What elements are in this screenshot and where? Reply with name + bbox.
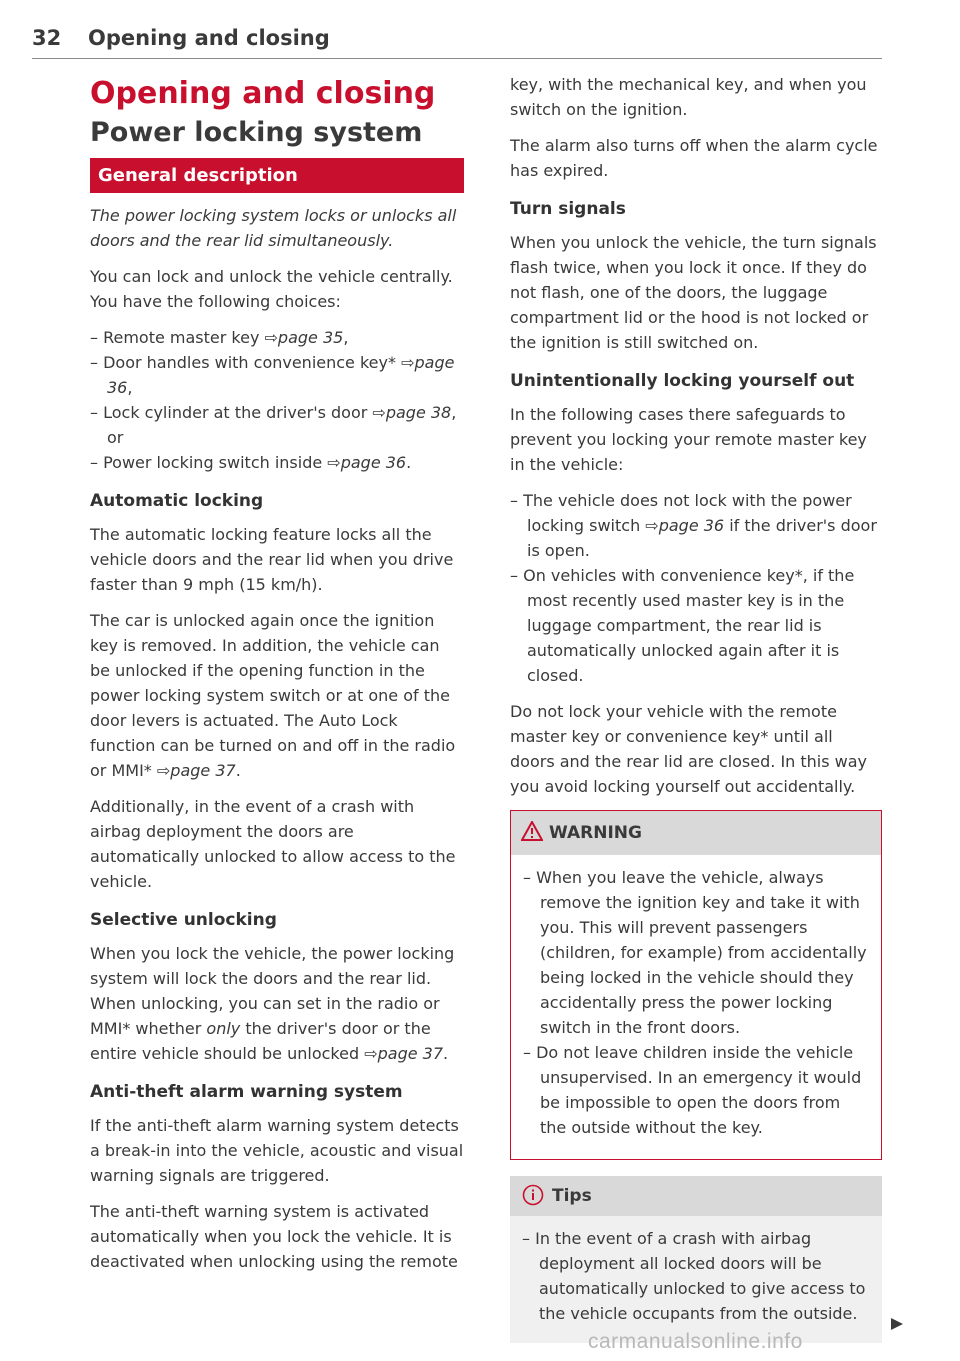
warning-box — [510, 810, 882, 1160]
list-item: – Power locking switch inside ⇨page 36. — [90, 450, 464, 475]
paragraph: When you unlock the vehicle, the turn signals flash twice, when you lock it once. If they do not flash, one of the doors, the luggage compartment lid or the hood is not locked or the ignition is still switched on. — [510, 233, 877, 352]
paragraph: In the following cases there safeguards to prevent you locking your remote master key in the vehicle: — [510, 405, 867, 474]
warning-list — [523, 865, 869, 1140]
tips-header — [510, 1176, 882, 1216]
subsection-bar: General description — [90, 158, 464, 193]
watermark: carmanualsonline.info — [588, 1330, 803, 1353]
list-item: – Do not leave children inside the vehicle unsupervised. In an emergency it would be impossible to open the doors from the outside without the key. — [523, 1040, 869, 1140]
paragraph: If the anti-theft alarm warning system detects a break-in into the vehicle, acoustic and visual warning signals are triggered. — [90, 1116, 464, 1185]
chapter-title: Opening and closing — [90, 76, 436, 111]
page-ref-link[interactable]: ⇨page 36 — [327, 453, 407, 472]
paragraph: The alarm also turns off when the alarm cycle has expired. — [510, 136, 878, 180]
info-icon — [522, 1184, 544, 1206]
paragraph: When you lock the vehicle, the power locking system will lock the doors and the rear lid. When unlocking, you can set in the radio or MMI* whether only the driver's door or the entire vehicle should be unlocked ⇨page 37. — [90, 944, 455, 1063]
page-ref-link[interactable]: ⇨page 35 — [264, 328, 344, 347]
page-number: 32 — [32, 26, 62, 50]
left-column — [90, 72, 464, 1285]
page-ref-link[interactable]: ⇨page 36 — [645, 516, 725, 535]
intro-paragraph: You can lock and unlock the vehicle centrally. You have the following choices: — [90, 267, 453, 311]
heading-unintentionally-locking: Unintentionally locking yourself out — [510, 371, 855, 391]
paragraph: key, with the mechanical key, and when you switch on the ignition. — [510, 75, 867, 119]
list-item: – In the event of a crash with airbag deployment all locked doors will be automatically unlocked to give access to the vehicle occupants from the outside. — [522, 1226, 870, 1326]
tips-box — [510, 1176, 882, 1343]
paragraph: The anti-theft warning system is activated automatically when you lock the vehicle. It is deactivated when unlocking using the remote — [90, 1202, 458, 1271]
paragraph: Do not lock your vehicle with the remote master key or convenience key* until all doors and the rear lid are closed. In this way you avoid locking yourself out accidentally. — [510, 702, 868, 796]
right-column — [510, 72, 882, 1343]
page-ref-link[interactable]: ⇨page 36 — [107, 353, 455, 397]
page-ref-link[interactable]: ⇨page 38 — [372, 403, 452, 422]
paragraph: The automatic locking feature locks all the vehicle doors and the rear lid when you drive faster than 9 mph (15 km/h). — [90, 525, 454, 594]
paragraph: The car is unlocked again once the ignition key is removed. In addition, the vehicle can be unlocked if the opening function in the power locking system switch or at one of the door levers is actuated. The Auto Lock function can be turned on and off in the radio or MMI* ⇨page 37. — [90, 611, 456, 780]
lead-paragraph: The power locking system locks or unlocks all doors and the rear lid simultaneously. — [90, 206, 457, 250]
warning-title: WARNING — [549, 823, 642, 843]
running-title: Opening and closing — [88, 26, 330, 50]
list-item: – Remote master key ⇨page 35, — [90, 325, 464, 350]
page-ref-link[interactable]: ⇨page 37 — [156, 761, 236, 780]
list-item: – Lock cylinder at the driver's door ⇨page 38, or — [90, 400, 464, 450]
list-item: – The vehicle does not lock with the power locking switch ⇨page 36 if the driver's door is open. — [510, 488, 882, 563]
warning-header — [511, 811, 881, 855]
safeguards-list — [510, 488, 882, 688]
heading-automatic-locking: Automatic locking — [90, 491, 264, 511]
paragraph: Additionally, in the event of a crash with airbag deployment the doors are automatically unlocked to allow access to the vehicle. — [90, 797, 456, 891]
list-item: – On vehicles with convenience key*, if the most recently used master key is in the luggage compartment, the rear lid is automatically unlocked again after it is closed. — [510, 563, 882, 688]
heading-anti-theft-alarm: Anti-theft alarm warning system — [90, 1082, 403, 1102]
tips-title: Tips — [552, 1186, 592, 1206]
list-item: – When you leave the vehicle, always remove the ignition key and take it with you. This will prevent passengers (children, for example) from accidentally being locked in the vehicle should they accidentally press the power locking switch in the front doors. — [523, 865, 869, 1040]
running-header — [32, 18, 882, 59]
list-item: – Door handles with convenience key* ⇨page 36, — [90, 350, 464, 400]
tips-list — [522, 1226, 870, 1326]
heading-turn-signals: Turn signals — [510, 199, 626, 219]
warning-triangle-icon — [521, 821, 543, 841]
continue-arrow-icon — [890, 1317, 904, 1331]
page-ref-link[interactable]: ⇨page 37 — [364, 1044, 444, 1063]
section-title: Power locking system — [90, 117, 423, 148]
heading-selective-unlocking: Selective unlocking — [90, 910, 277, 930]
choices-list — [90, 325, 464, 475]
